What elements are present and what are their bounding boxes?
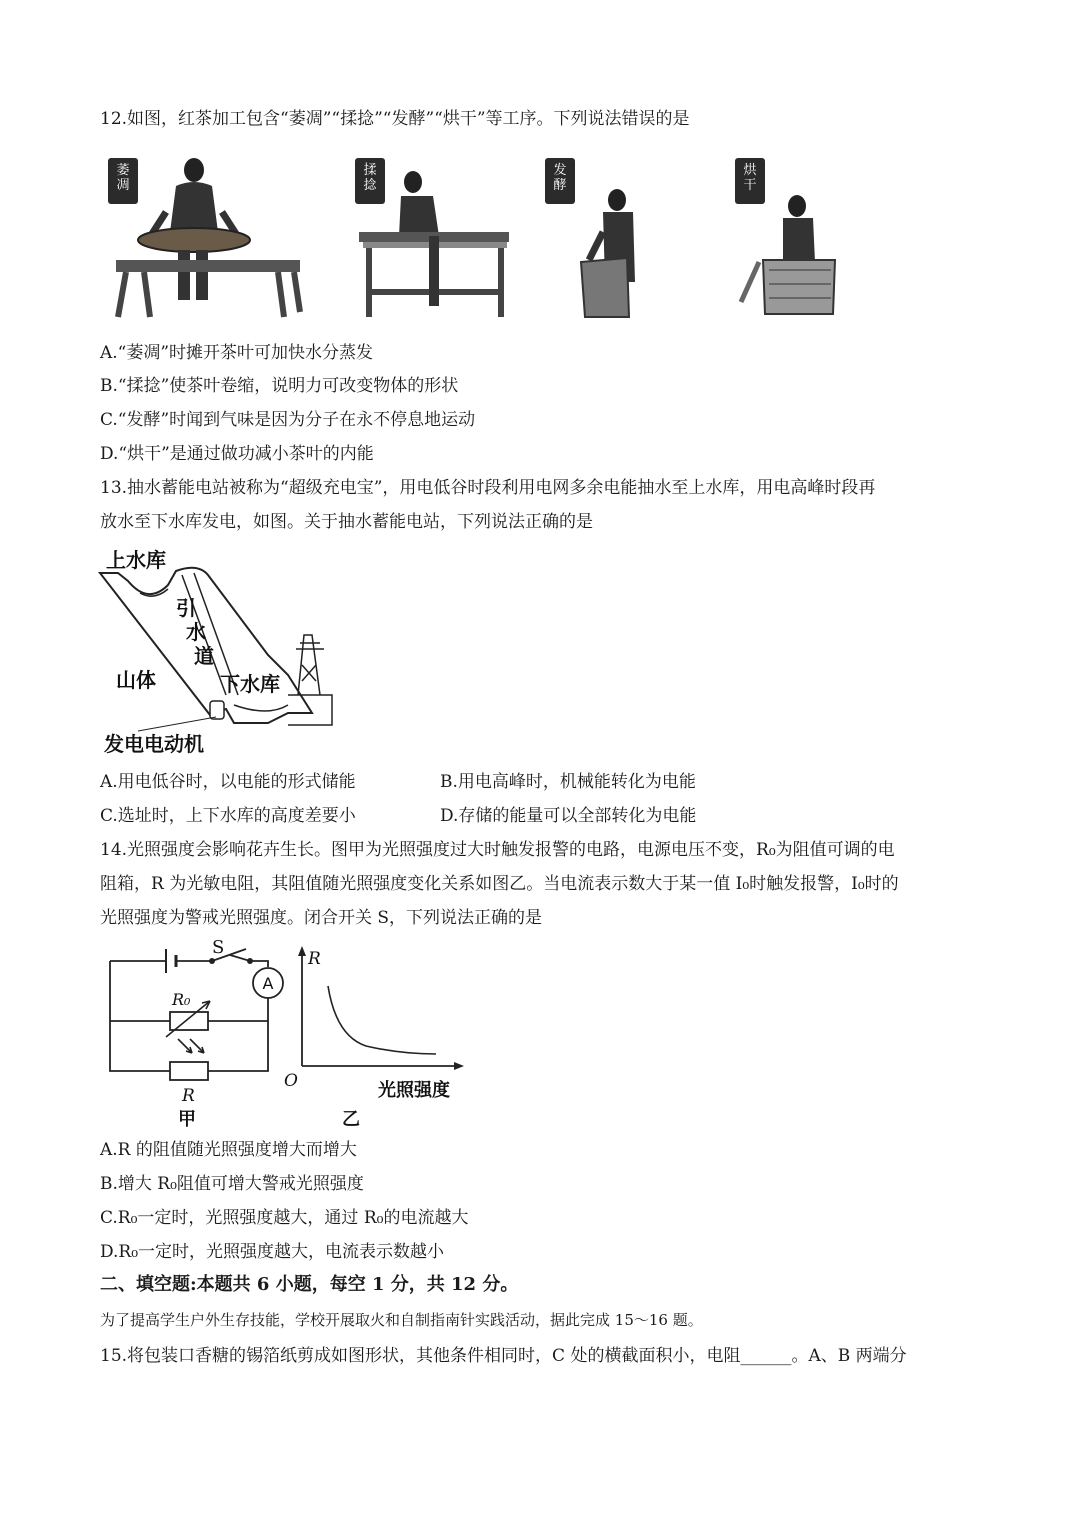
tag-drying: 烘 干 (735, 158, 765, 204)
rolling-illustration (355, 152, 515, 322)
circuit-diagram (100, 935, 290, 1135)
q14-option-a: A.R 的阻值随光照强度增大而增大 (100, 1140, 357, 1160)
pumped-storage-diagram (98, 545, 338, 757)
q13-option-c: C.选址时，上下水库的高度差要小 (100, 806, 356, 826)
q12-figure-rolling (355, 152, 515, 322)
fermenting-illustration (545, 152, 655, 322)
q13-figure-pumped-storage (98, 545, 338, 757)
tag-rolling: 揉 捻 (355, 158, 385, 204)
circuit-caption: 甲 (178, 1109, 196, 1130)
q12-stem: 12.如图，红茶加工包含“萎凋”“揉捻”“发酵”“烘干”等工序。下列说法错误的是 (100, 109, 690, 129)
graph-caption: 乙 (342, 1109, 360, 1130)
q12-figure-drying (735, 152, 845, 322)
r0-resistor (170, 1012, 208, 1030)
q14-option-d: D.R₀一定时，光照强度越大，电流表示数越小 (100, 1242, 445, 1262)
q13-stem-line1: 13.抽水蓄能电站被称为“超级充电宝”，用电低谷时段利用电网多余电能抽水至上水库，用电高峰时段再 (100, 478, 876, 498)
q12-option-a: A.“萎凋”时摊开茶叶可加快水分蒸发 (100, 343, 374, 363)
q12-option-b: B.“揉捻”使茶叶卷缩，说明力可改变物体的形状 (100, 376, 459, 396)
q15-stem: 15.将包装口香糖的锡箔纸剪成如图形状，其他条件相同时，C 处的横截面积小，电阻______。A、B 两端分 (100, 1346, 907, 1366)
generator-icon (210, 701, 224, 719)
label-generator: 发电电动机 (104, 732, 204, 756)
graph-xlabel: 光照强度 (378, 1080, 450, 1101)
q13-option-b: B.用电高峰时，机械能转化为电能 (440, 772, 696, 792)
label-upper-reservoir: 上水库 (106, 548, 166, 572)
q13-option-d: D.存储的能量可以全部转化为电能 (440, 806, 697, 826)
tag-fermenting: 发 酵 (545, 158, 575, 204)
r-label: R (182, 1086, 195, 1106)
label-channel-3: 道 (194, 644, 214, 668)
r-curve (328, 986, 436, 1054)
section2-intro: 为了提高学生户外生存技能，学校开展取火和自制指南针实践活动，据此完成 15～16 题。 (100, 1311, 703, 1329)
transmission-tower-icon (296, 635, 324, 695)
resistance-light-graph (280, 940, 470, 1135)
light-arrows-icon (178, 1039, 204, 1053)
q14-graph-figure (280, 940, 470, 1135)
r0-label: R₀ (172, 990, 191, 1009)
photoresistor (170, 1062, 208, 1080)
q14-stem-line3: 光照强度为警戒光照强度。闭合开关 S，下列说法正确的是 (100, 908, 543, 928)
tag-withering: 萎 凋 (108, 158, 138, 204)
section2-heading: 二、填空题:本题共 6 小题，每空 1 分，共 12 分。 (100, 1274, 519, 1295)
label-channel-1: 引 (176, 596, 196, 620)
withering-illustration (108, 152, 308, 322)
q12-option-d: D.“烘干”是通过做功减小茶叶的内能 (100, 444, 374, 464)
graph-ylabel: R (308, 949, 321, 969)
label-lower-reservoir: 下水库 (220, 672, 280, 696)
q12-figure-withering (108, 152, 308, 322)
q14-stem-line2: 阻箱，R 为光敏电阻，其阻值随光照强度变化关系如图乙。当电流表示数大于某一值 I₀时触发报警，I₀时的 (100, 874, 899, 894)
q14-option-b: B.增大 R₀阻值可增大警戒光照强度 (100, 1174, 364, 1194)
q12-option-c: C.“发酵”时闻到气味是因为分子在永不停息地运动 (100, 410, 476, 430)
switch-label: S (212, 937, 225, 958)
q14-option-c: C.R₀一定时，光照强度越大，通过 R₀的电流越大 (100, 1208, 469, 1228)
label-mountain: 山体 (116, 668, 156, 692)
q12-figure-fermenting (545, 152, 655, 322)
q14-circuit-figure (100, 935, 290, 1135)
label-channel-2: 水 (186, 620, 206, 644)
q14-stem-line1: 14.光照强度会影响花卉生长。图甲为光照强度过大时触发报警的电路，电源电压不变，R₀为阻值可调的电 (100, 840, 895, 860)
drying-illustration (735, 152, 845, 322)
ammeter-label: A (262, 974, 274, 993)
q13-stem-line2: 放水至下水库发电，如图。关于抽水蓄能电站，下列说法正确的是 (100, 512, 593, 532)
graph-origin: O (284, 1071, 298, 1091)
q13-option-a: A.用电低谷时，以电能的形式储能 (100, 772, 356, 792)
